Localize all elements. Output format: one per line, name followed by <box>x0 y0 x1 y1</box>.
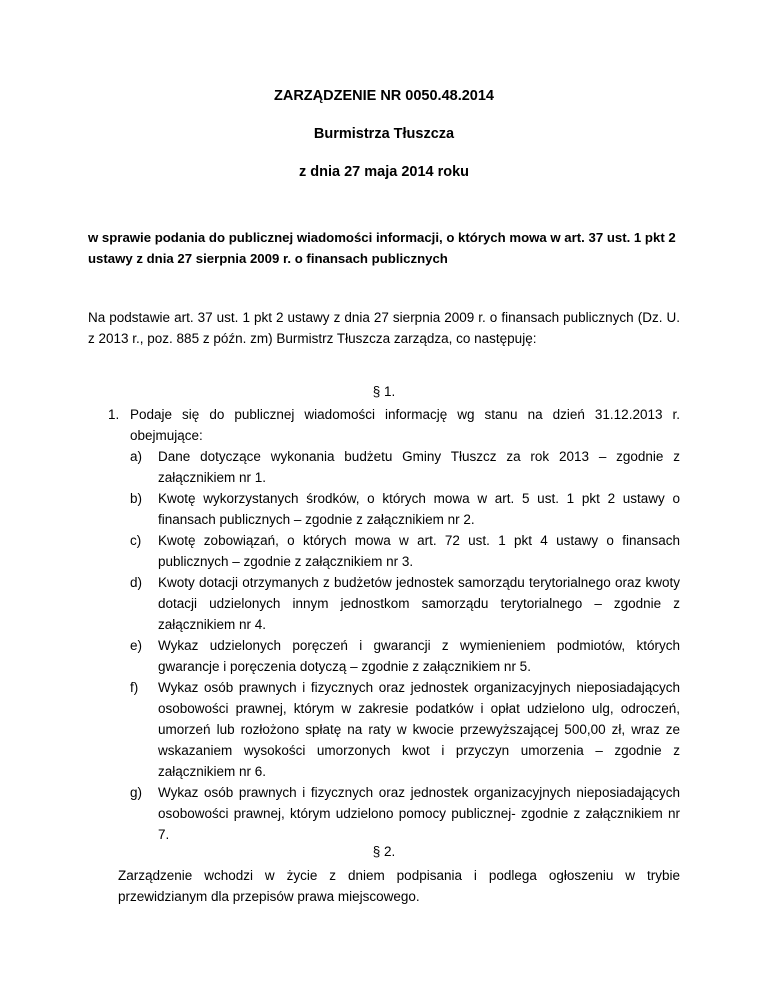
document-date: z dnia 27 maja 2014 roku <box>298 164 470 180</box>
list-item <box>130 782 680 845</box>
document-issuer: Burmistrza Tłuszcza <box>313 126 455 142</box>
item-letter: c) <box>130 533 142 548</box>
item-text: Kwotę wykorzystanych środków, o których mowa w art. 5 ust. 1 pkt 2 ustawy o finansach publicznych – zgodnie z załącznikiem nr 2. <box>158 491 680 527</box>
list-item <box>130 530 680 572</box>
section-2-text: Zarządzenie wchodzi w życie z dniem podpisania i podlega ogłoszeniu w trybie przewidzianym dla przepisów prawa miejscowego. <box>118 868 680 904</box>
item-letter: a) <box>130 449 143 464</box>
item-letter: b) <box>130 491 143 506</box>
item-letter: g) <box>130 785 143 800</box>
sub-item-list <box>130 446 680 845</box>
item-text: Wykaz osób prawnych i fizycznych oraz jednostek organizacyjnych nieposiadających osobowości prawnej, którym w zakresie podatków i opłat udzielono ulg, odroczeń, umorzeń lub rozłożono spłatę na raty w kwocie przewyższającej 500,00 zł, wraz ze wskazaniem wysokości umorzonych kwot i przyczyn umorzenia – zgodnie z załącznikiem nr 6. <box>158 680 680 779</box>
item-letter: d) <box>130 575 143 590</box>
item-text: Dane dotyczące wykonania budżetu Gminy Tłuszcz za rok 2013 – zgodnie z załącznikiem nr 1. <box>158 449 680 485</box>
item-text: Wykaz udzielonych poręczeń i gwarancji z wymienieniem podmiotów, których gwarancje i poręczenia dotyczą – zgodnie z załącznikiem nr 5. <box>158 638 680 674</box>
item-text: Wykaz osób prawnych i fizycznych oraz jednostek organizacyjnych nieposiadających osobowości prawnej, którym udzielono pomocy publicznej- zgodnie z załącznikiem nr 7. <box>158 785 680 842</box>
item-text: Kwotę zobowiązań, o których mowa w art. 72 ust. 1 pkt 4 ustawy o finansach publicznych – zgodnie z załącznikiem nr 3. <box>158 533 680 569</box>
point-text: Podaje się do publicznej wiadomości informację wg stanu na dzień 31.12.2013 r. obejmujące: <box>130 407 680 443</box>
section-1-mark: § 1. <box>372 384 396 399</box>
item-text: Kwoty dotacji otrzymanych z budżetów jednostek samorządu terytorialnego oraz kwoty dotacji udzielonych innym jednostkom samorządu terytorialnego – zgodnie z załącznikiem nr 4. <box>158 575 680 632</box>
list-item <box>130 572 680 635</box>
legal-basis: Na podstawie art. 37 ust. 1 pkt 2 ustawy z dnia 27 sierpnia 2009 r. o finansach publicznych (Dz. U. z 2013 r., poz. 885 z późn. zm) Burmistrz Tłuszcza zarządza, co następuję: <box>88 310 680 346</box>
list-item <box>130 488 680 530</box>
list-item <box>130 635 680 677</box>
list-item <box>130 677 680 782</box>
list-item <box>130 446 680 488</box>
document-subject: w sprawie podania do publicznej wiadomości informacji, o których mowa w art. 37 ust. 1 pkt 2 ustawy z dnia 27 sierpnia 2009 r. o finansach publicznych <box>88 230 676 266</box>
point-number: 1. <box>108 407 120 422</box>
item-letter: f) <box>130 680 139 695</box>
section-1-point-1 <box>108 404 680 845</box>
item-letter: e) <box>130 638 143 653</box>
document-title: ZARZĄDZENIE NR 0050.48.2014 <box>274 88 494 104</box>
section-2-mark: § 2. <box>372 844 396 859</box>
